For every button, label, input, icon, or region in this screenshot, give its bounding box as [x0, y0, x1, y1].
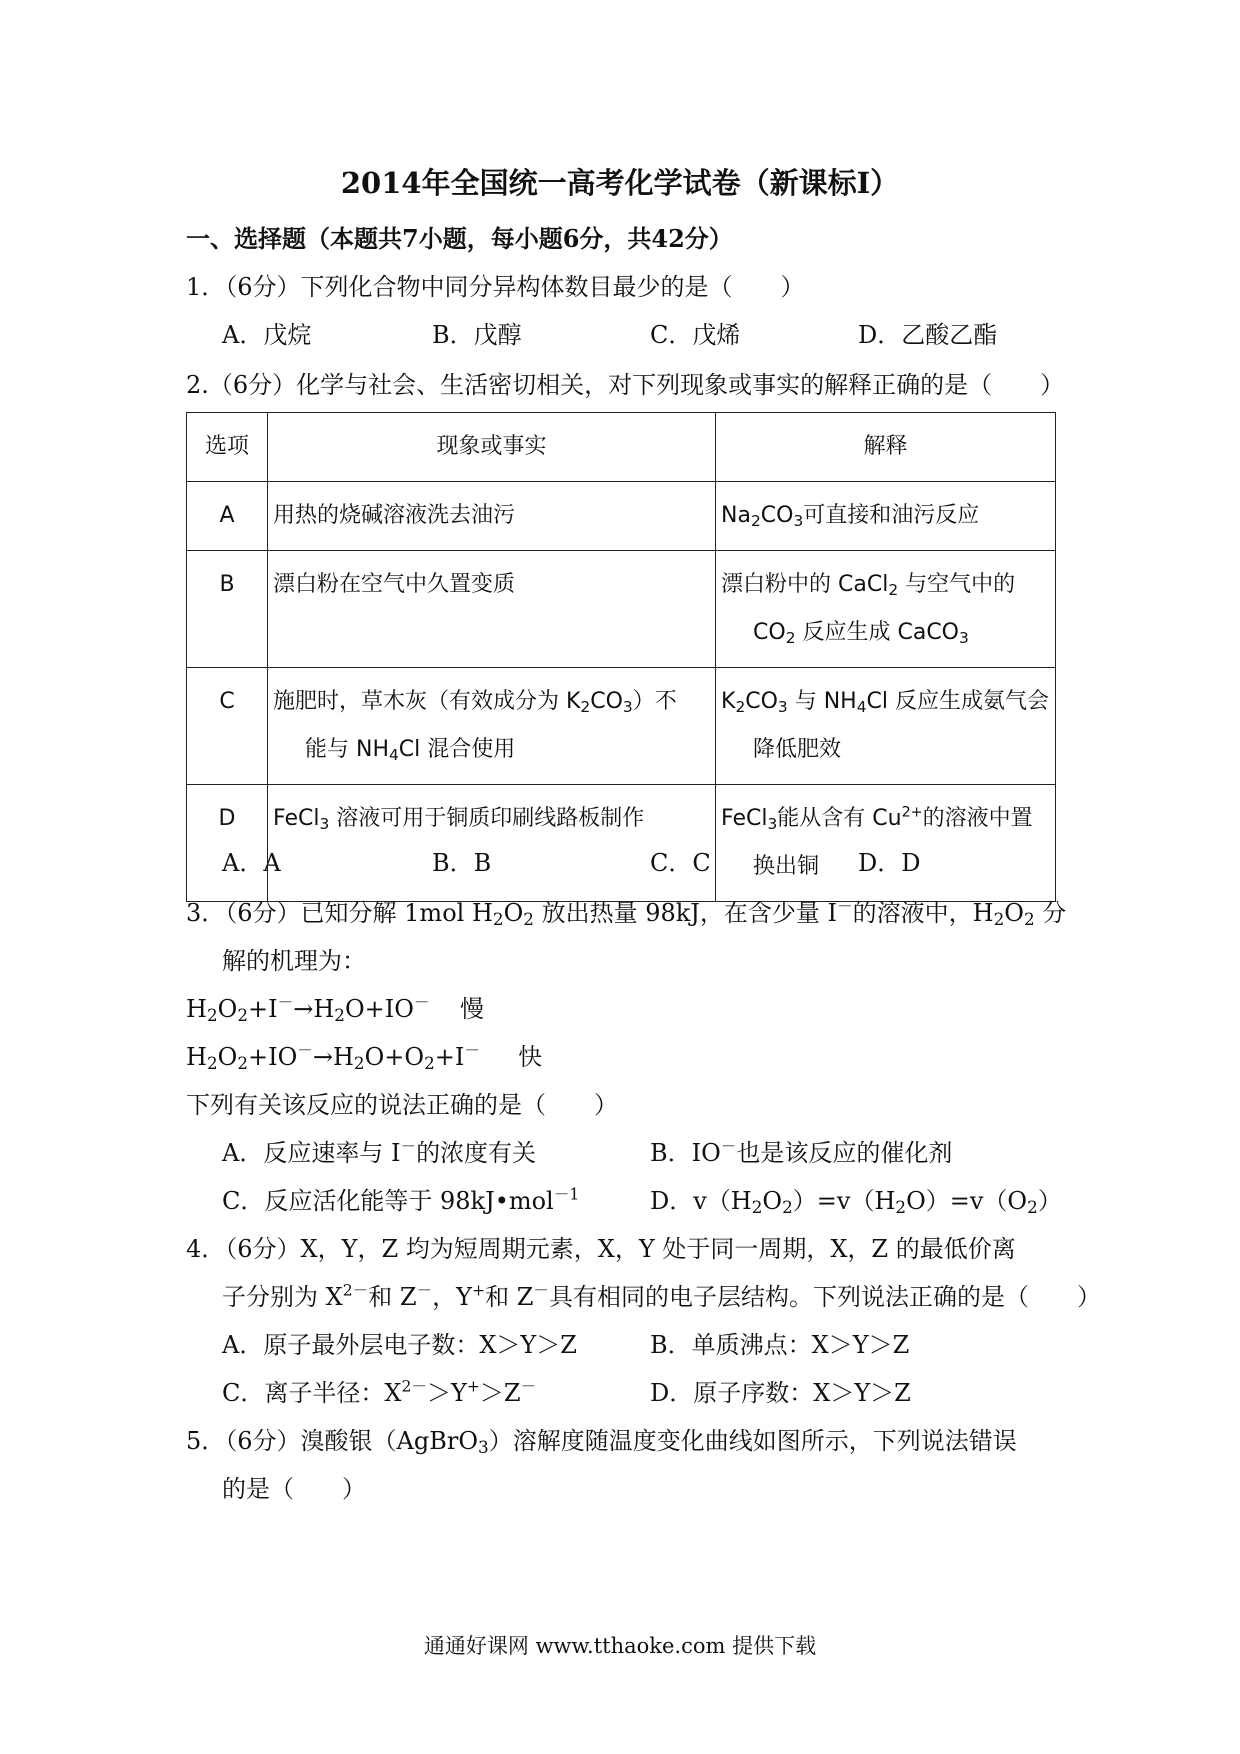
- q3-option-d: D．$v(H_2O_2)=v(H_2O)=v(O_2)$: [650, 1187, 1062, 1218]
- q3-option-a: A．反应速率与 I－的浓度有关: [222, 1137, 537, 1167]
- q3-option-b: B．IO－也是该反应的催化剂: [650, 1137, 953, 1167]
- q3-option-c: C．反应活化能等于 98kJ•mol$^{-1}$: [222, 1185, 580, 1215]
- table-header-row: [187, 413, 1056, 482]
- q1-option-a: A．戊烷: [222, 321, 312, 349]
- row-key: D: [187, 785, 268, 902]
- table-row-c: [187, 668, 1056, 785]
- row-fact: 用热的烧碱溶液洗去油污: [268, 482, 716, 551]
- q4-stem: 4．（6分）X，Y，Z 均为短周期元素，X，Y 处于同一周期，X，Z 的最低价离: [186, 1235, 1016, 1263]
- q4-option-c: C．离子半径：$X^{2-}>Y^+>Z^-$: [222, 1377, 537, 1407]
- q2-option-c: C．C: [650, 849, 711, 877]
- row-explain: $Na_2CO_3$可直接和油污反应: [716, 482, 1056, 551]
- row-explain: FeCl$_3$能从含有 $Cu^{2+}$的溶液中置 换出铜: [716, 785, 1056, 902]
- q2-table: [186, 412, 1056, 902]
- q3-equation-2: $H_2O_2+IO^-\to H_2O+O_2+I^-$ 快: [186, 1041, 543, 1074]
- footer-credit: 通通好课网 www.tthaoke.com 提供下载: [423, 1634, 817, 1658]
- q3-equation-1: $H_2O_2+I^-\to H_2O+IO^-$ 慢: [186, 993, 485, 1026]
- row-explain: $K_2CO_3$ 与 $NH_4Cl$ 反应生成氨气会 降低肥效: [716, 668, 1056, 785]
- row-key: C: [187, 668, 268, 785]
- q2-option-b: B．B: [432, 849, 492, 877]
- page-title: 2014年全国统一高考化学试卷（新课标I）: [340, 166, 900, 200]
- q1-option-b: B．戊醇: [432, 321, 522, 349]
- header-cell-explain: 解释: [716, 413, 1056, 482]
- q2-stem: 2.（6分）化学与社会、生活密切相关，对下列现象或事实的解释正确的是（ ）: [186, 371, 1065, 399]
- table-row-d: [187, 785, 1056, 902]
- row-fact: 漂白粉在空气中久置变质: [268, 551, 716, 668]
- q2-option-d: D．D: [858, 849, 921, 877]
- q3-stem: 3．（6分）已知分解 1mol $H_2O_2$ 放出热量 98kJ，在含少量 I－的溶液中，$H_2O_2$ 分: [186, 897, 1067, 930]
- row-key: A: [187, 482, 268, 551]
- q3-question: 下列有关该反应的说法正确的是（ ）: [186, 1091, 618, 1119]
- q2-option-a: A．A: [222, 849, 281, 877]
- q4-stem-line2: 子分别为 $X^{2-}$和 Z－，Y+和 Z－具有相同的电子层结构。下列说法正确的是（ ）: [222, 1281, 1101, 1311]
- table-row-b: [187, 551, 1056, 668]
- q3-stem-line2: 解的机理为：: [222, 947, 366, 975]
- row-key: B: [187, 551, 268, 668]
- q4-option-d: D．原子序数：X＞Y＞Z: [650, 1379, 911, 1407]
- q4-option-a: A．原子最外层电子数：X＞Y＞Z: [222, 1331, 577, 1359]
- q1-option-d: D．乙酸乙酯: [858, 321, 998, 349]
- q5-stem-line2: 的是（ ）: [222, 1475, 366, 1503]
- row-fact: FeCl$_3$ 溶液可用于铜质印刷线路板制作: [268, 785, 716, 902]
- section-heading: 一、选择题（本题共7小题，每小题6分，共42分）: [186, 224, 733, 253]
- header-cell-key: 选项: [187, 413, 268, 482]
- header-cell-fact: 现象或事实: [268, 413, 716, 482]
- q1-stem: 1．（6分）下列化合物中同分异构体数目最少的是（ ）: [186, 273, 805, 301]
- q4-option-b: B．单质沸点：X＞Y＞Z: [650, 1331, 910, 1359]
- q5-stem: 5．（6分）溴酸银（AgBrO$_3$）溶解度随温度变化曲线如图所示，下列说法错误: [186, 1427, 1017, 1458]
- table-row-a: [187, 482, 1056, 551]
- q1-option-c: C．戊烯: [650, 321, 741, 349]
- row-explain: 漂白粉中的 CaCl$_2$ 与空气中的 $CO_2$ 反应生成 CaCO$_3$: [716, 551, 1056, 668]
- row-fact: 施肥时，草木灰（有效成分为 $K_2CO_3$）不 能与 $NH_4Cl$ 混合使用: [268, 668, 716, 785]
